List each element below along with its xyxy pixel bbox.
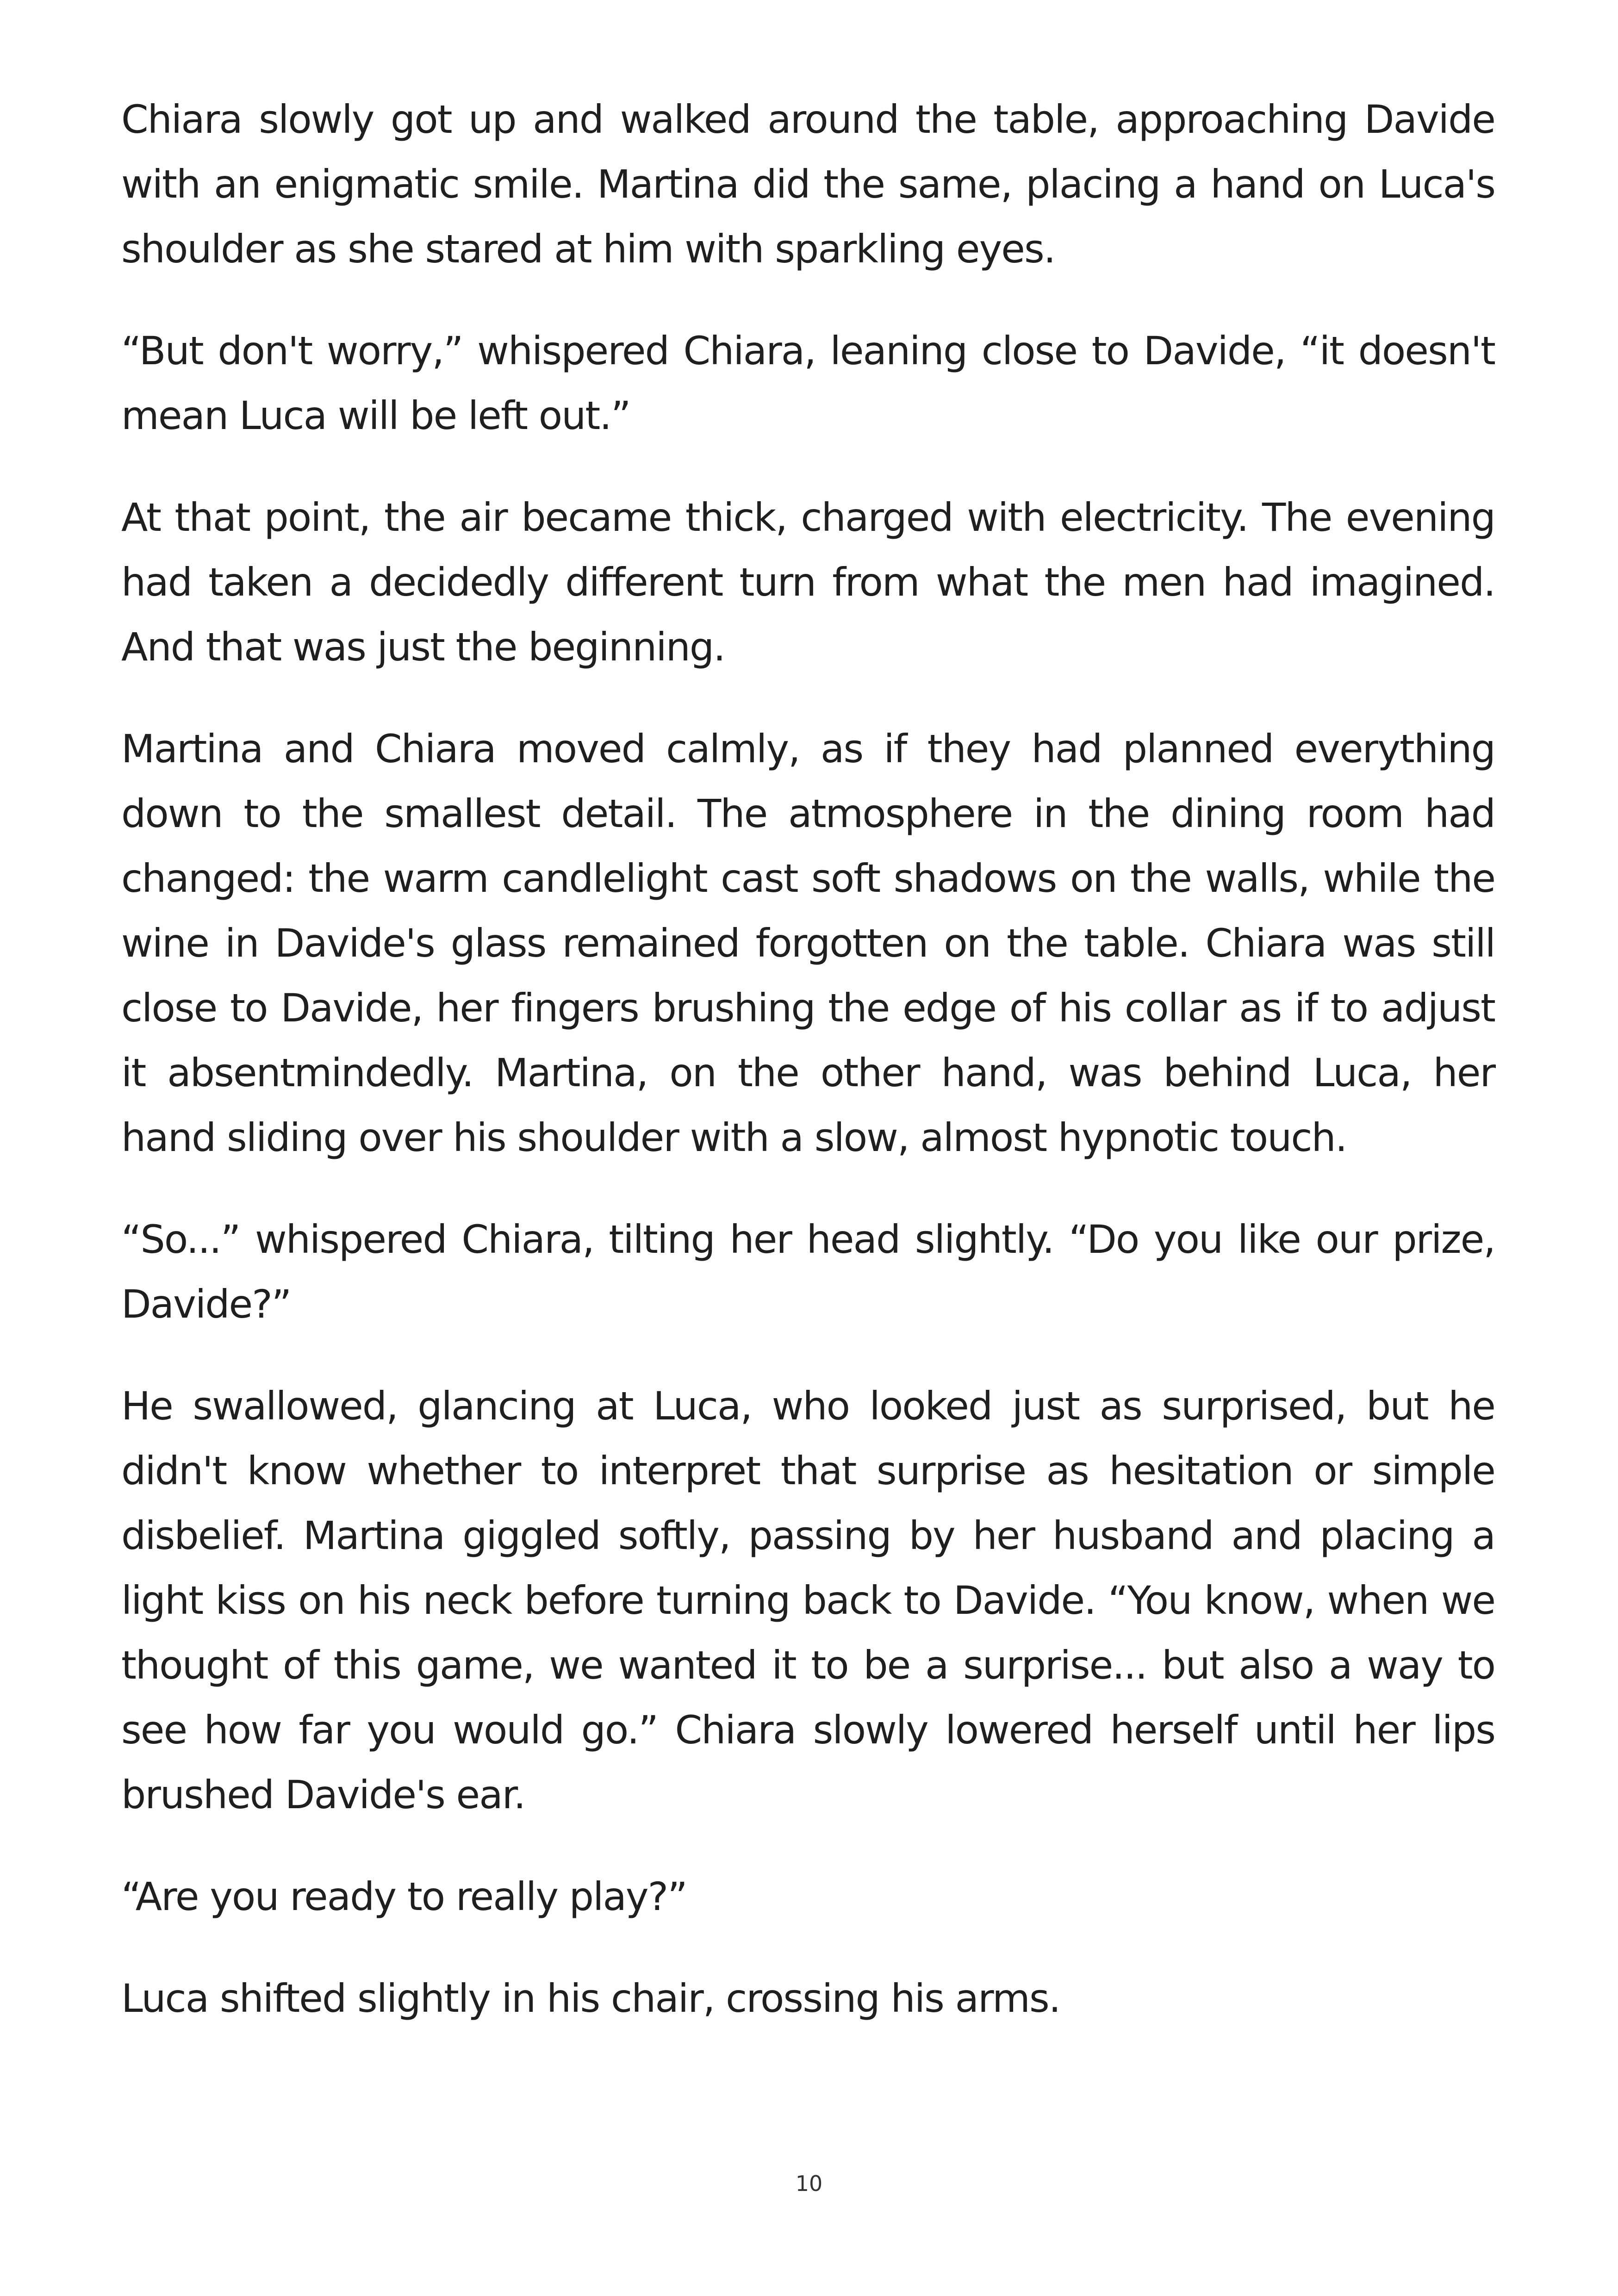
paragraph: At that point, the air became thick, charged with electricity. The evening had taken a decidedly different turn from what the men had imagined. And that was just the beginning. — [121, 495, 1495, 670]
paragraph: “But don't worry,” whispered Chiara, leaning close to Davide, “it doesn't mean Luca will be left out.” — [121, 328, 1495, 438]
body-text — [121, 87, 1495, 2068]
paragraph: Chiara slowly got up and walked around the table, approaching Davide with an enigmatic smile. Martina did the same, placing a hand on Luca's shoulder as she stared at him with sparkling eyes. — [121, 97, 1495, 272]
paragraph: Luca shifted slightly in his chair, crossing his arms. — [121, 1976, 1060, 2021]
paragraph: He swallowed, glancing at Luca, who looked just as surprised, but he didn't know whether to interpret that surprise as hesitation or simple disbelief. Martina giggled softly, passing by her husband and placing a light kiss on his neck before turning back to Davide. “You know, when we thought of this game, we wanted it to be a surprise... but also a way to see how far you would go.” Chiara slowly lowered herself until her lips brushed Davide's ear. — [121, 1383, 1495, 1817]
paragraph: “So...” whispered Chiara, tilting her head slightly. “Do you like our prize, Davide?” — [121, 1217, 1495, 1327]
paragraph: “Are you ready to really play?” — [121, 1874, 687, 1919]
page-number: 10 — [795, 2171, 823, 2196]
paragraph: Martina and Chiara moved calmly, as if they had planned everything down to the smallest detail. The atmosphere in the dining room had changed: the warm candlelight cast soft shadows on the walls, while the wine in Davide's glass remained forgotten on the table. Chiara was still close to Davide, her fingers brushing the edge of his collar as if to adjust it absentmindedly. Martina, on the other hand, was behind Luca, her hand sliding over his shoulder with a slow, almost hypnotic touch. — [121, 726, 1495, 1160]
